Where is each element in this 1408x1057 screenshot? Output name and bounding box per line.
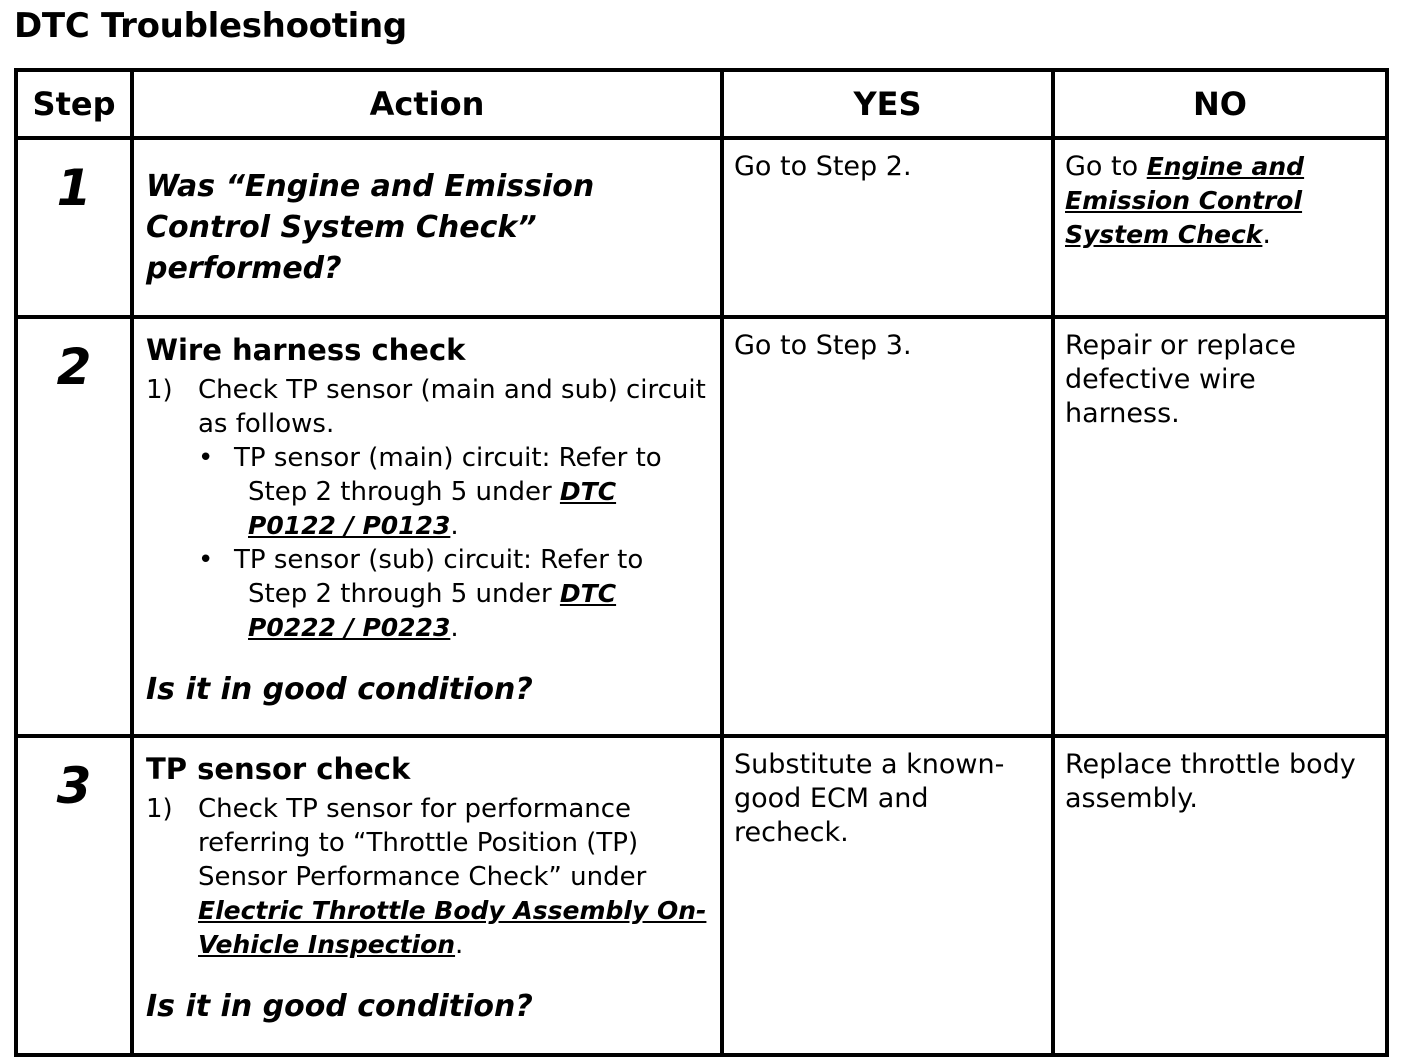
item-number: 1) xyxy=(146,794,173,824)
action-cell xyxy=(132,138,722,317)
item-body: Check TP sensor for performance referring to “Throttle Position (TP) Sensor Performance Check” under Electric Throttle Body Assembly On-Vehicle Inspection. xyxy=(198,794,707,960)
no-text xyxy=(1065,150,1375,252)
bullet-dot: • xyxy=(198,443,214,473)
item-number: 1) xyxy=(146,375,173,405)
no-cell xyxy=(1053,138,1387,317)
step-question: Is it in good condition? xyxy=(146,672,533,707)
bullet-dot: • xyxy=(198,545,214,575)
header-no: NO xyxy=(1053,70,1387,138)
yes-cell xyxy=(722,736,1053,1055)
step-number: 1 xyxy=(56,159,92,217)
no-prefix: Go to xyxy=(1065,151,1147,182)
numbered-item xyxy=(146,792,710,962)
yes-text: Go to Step 2. xyxy=(734,151,912,182)
item-body xyxy=(198,373,710,645)
action-cell xyxy=(132,317,722,736)
step-question: Was “Engine and Emission Control System Check” performed? xyxy=(146,169,595,286)
section-title: Wire harness check xyxy=(146,333,466,367)
no-text: Replace throttle body assembly. xyxy=(1065,749,1356,814)
step-number: 2 xyxy=(56,338,92,396)
bullet-lead: TP sensor (sub) circuit: Refer to xyxy=(234,545,644,575)
header-step: Step xyxy=(16,70,132,138)
step-number: 3 xyxy=(56,757,92,815)
numbered-item xyxy=(146,373,710,645)
table-row-step-2 xyxy=(16,317,1387,736)
bullet-cont-text: Step 2 through 5 under xyxy=(248,477,560,507)
header-yes: YES xyxy=(722,70,1053,138)
yes-cell xyxy=(722,317,1053,736)
dtc-p0222-p0223-link[interactable]: DTC P0222 / P0223 xyxy=(248,579,617,642)
yes-text: Substitute a known-good ECM and recheck. xyxy=(734,749,1005,848)
bullet-cont-text: Step 2 through 5 under xyxy=(248,579,560,609)
throttle-body-inspection-link[interactable]: Electric Throttle Body Assembly On-Vehicle Inspection xyxy=(198,896,707,959)
bullet-lead: TP sensor (main) circuit: Refer to xyxy=(234,443,662,473)
table-row-step-3 xyxy=(16,736,1387,1055)
no-text: Repair or replace defective wire harness. xyxy=(1065,330,1296,429)
section-title: TP sensor check xyxy=(146,752,411,786)
step-cell xyxy=(16,736,132,1055)
step-cell xyxy=(16,317,132,736)
table-header-row xyxy=(16,70,1387,138)
header-action: Action xyxy=(132,70,722,138)
item-text: Check TP sensor (main and sub) circuit as follows. xyxy=(198,375,706,439)
action-cell xyxy=(132,736,722,1055)
yes-text: Go to Step 3. xyxy=(734,330,912,361)
step-question: Is it in good condition? xyxy=(146,989,533,1024)
engine-emission-check-link[interactable]: Engine and Emission Control System Check xyxy=(1065,152,1305,249)
step-cell xyxy=(16,138,132,317)
yes-cell xyxy=(722,138,1053,317)
no-cell xyxy=(1053,317,1387,736)
bullet-item: • TP sensor (sub) circuit: Refer to Step 2 through 5 under DTC P0222 / P0223. xyxy=(198,543,710,645)
page-title: DTC Troubleshooting xyxy=(14,6,407,46)
no-cell xyxy=(1053,736,1387,1055)
table-row-step-1 xyxy=(16,138,1387,317)
dtc-p0122-p0123-link[interactable]: DTC P0122 / P0123 xyxy=(248,477,617,540)
item-text: Check TP sensor for performance referring to “Throttle Position (TP) Sensor Performance Check” under xyxy=(198,794,647,892)
dtc-troubleshooting-table xyxy=(14,68,1389,1057)
no-suffix: . xyxy=(1262,219,1271,250)
bullet-item: • TP sensor (main) circuit: Refer to Step 2 through 5 under DTC P0122 / P0123. xyxy=(198,441,710,543)
